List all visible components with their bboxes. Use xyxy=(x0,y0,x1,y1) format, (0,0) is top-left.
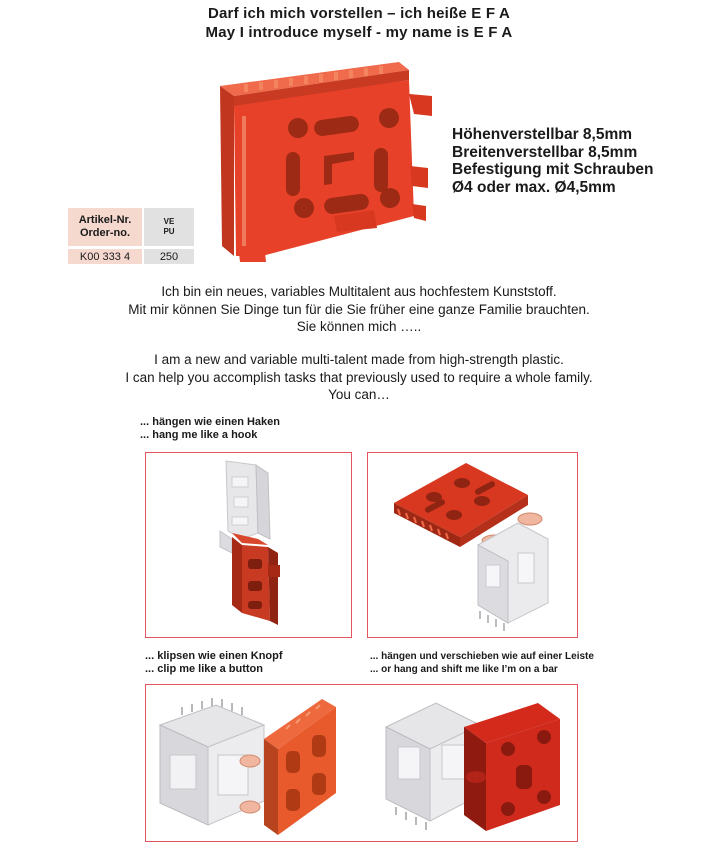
article-table xyxy=(66,205,196,267)
button-clip-illustration-icon xyxy=(146,685,579,843)
spec-mounting: Befestigung mit Schrauben xyxy=(452,161,654,178)
article-number-value: K00 333 4 xyxy=(68,249,142,264)
efa-clip-product-icon xyxy=(214,56,442,264)
hook-illustration-frame xyxy=(145,452,352,638)
spec-height: Höhenverstellbar 8,5mm xyxy=(452,126,633,143)
spec-screw-size: Ø4 oder max. Ø4,5mm xyxy=(452,178,616,196)
clip-and-shift-illustration-frame xyxy=(145,684,578,842)
caption-button: ... klipsen wie einen Knopf ... clip me like a button xyxy=(145,650,283,675)
bar-illustration-frame xyxy=(367,452,578,638)
caption-hook: ... hängen wie einen Haken ... hang me like a hook xyxy=(140,416,280,441)
intro-english: I am a new and variable multi-talent made from high-strength plastic. I can help you accomplish tasks that previously used to require a whole family. You can… xyxy=(125,352,593,402)
page-title-en: May I introduce myself - my name is E F A xyxy=(205,24,513,41)
bar-usage-illustration-icon xyxy=(368,453,579,639)
spec-width: Breitenverstellbar 8,5mm xyxy=(452,143,638,161)
caption-bar: ... hängen und verschieben wie auf einer Leiste ... or hang and shift me like I’m on a bar xyxy=(370,651,594,675)
hook-usage-illustration-icon xyxy=(146,453,353,639)
intro-german: Ich bin ein neues, variables Multitalent aus hochfestem Kunststoff. Mit mir können Sie Dinge tun für die Sie früher eine ganze Familie brauchten. Sie können mich ….. xyxy=(128,284,590,334)
specs-list xyxy=(452,126,654,196)
page-title-de: Darf ich mich vorstellen – ich heiße E F A xyxy=(207,5,511,22)
pack-unit-header: VE PU xyxy=(144,208,194,246)
article-number-header: Artikel-Nr. Order-no. xyxy=(68,208,142,246)
pack-unit-value: 250 xyxy=(144,249,194,264)
